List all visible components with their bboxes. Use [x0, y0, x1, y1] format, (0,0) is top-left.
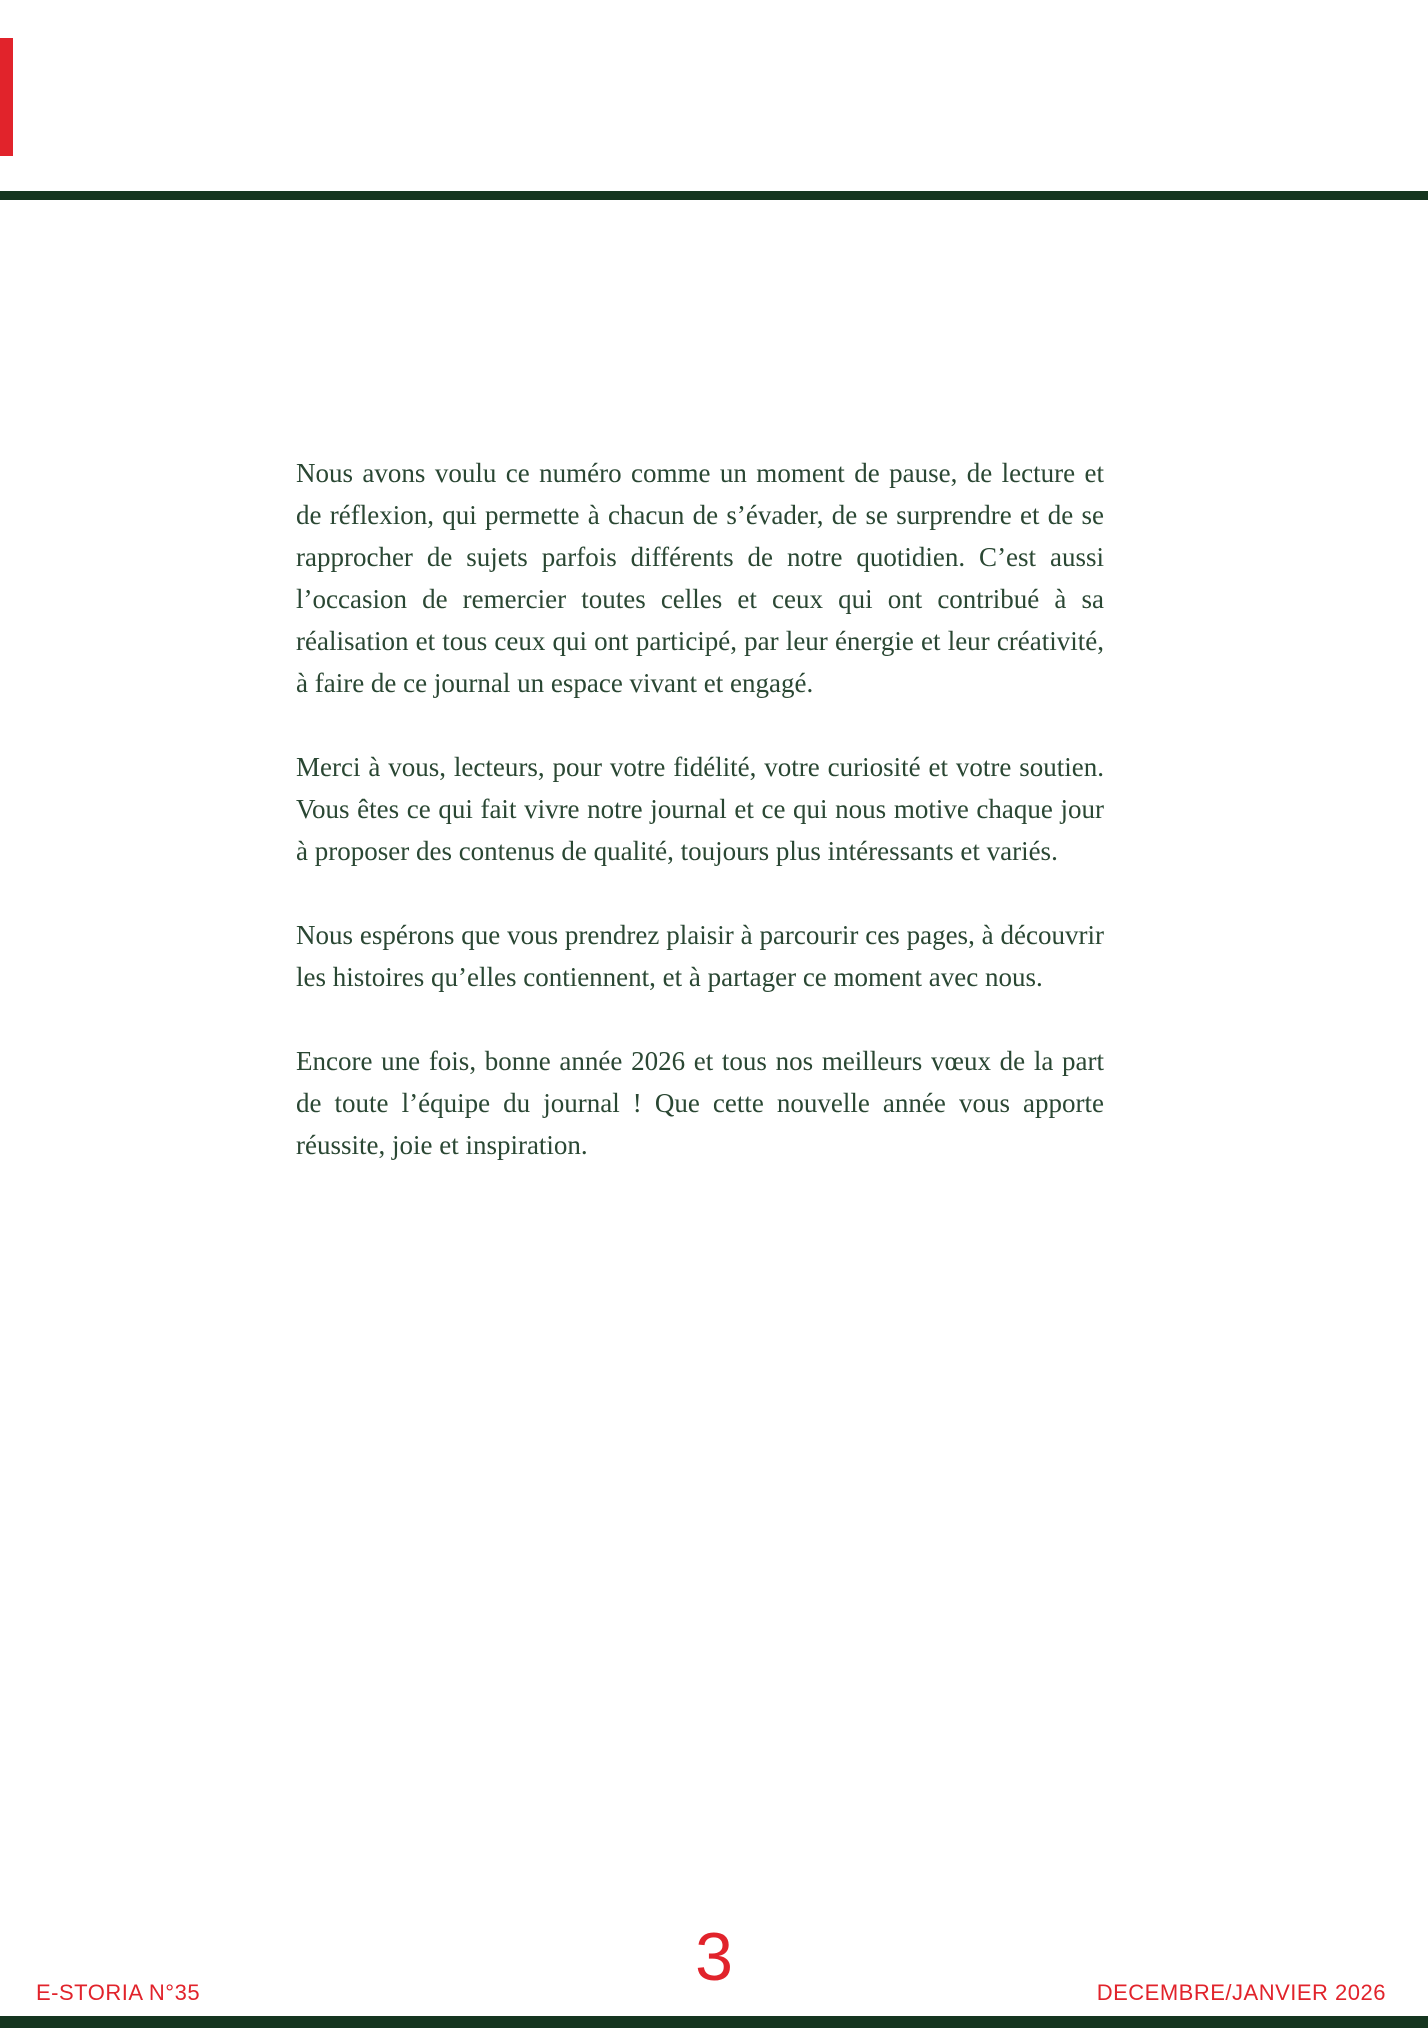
top-horizontal-rule	[0, 191, 1428, 200]
editorial-text-block	[296, 452, 1104, 1208]
bottom-horizontal-rule	[0, 2016, 1428, 2028]
paragraph-4: Encore une fois, bonne année 2026 et tous nos meilleurs vœux de la part de toute l’équipe du journal ! Que cette nouvelle année vous apporte réussite, joie et inspiration.	[296, 1046, 1104, 1160]
paragraph-3: Nous espérons que vous prendrez plaisir à parcourir ces pages, à découvrir les histoires qu’elles contiennent, et à partager ce moment avec nous.	[296, 920, 1104, 992]
red-accent-bar	[0, 38, 13, 156]
paragraph-1: Nous avons voulu ce numéro comme un moment de pause, de lecture et de réflexion, qui permette à chacun de s’évader, de se surprendre et de se rapprocher de sujets parfois différents de notre quotidien. C’est aussi l’occasion de remercier toutes celles et ceux qui ont contribué à sa réalisation et tous ceux qui ont participé, par leur énergie et leur créativité, à faire de ce journal un espace vivant et engagé.	[296, 458, 1104, 698]
issue-date-label: DECEMBRE/JANVIER 2026	[1096, 1980, 1386, 2005]
journal-issue-label: E-STORIA N°35	[36, 1980, 201, 2005]
paragraph-2: Merci à vous, lecteurs, pour votre fidélité, votre curiosité et votre soutien. Vous êtes ce qui fait vivre notre journal et ce qui nous motive chaque jour à proposer des contenus de qualité, toujours plus intéressants et variés.	[296, 752, 1104, 866]
page-number: 3	[695, 1919, 733, 1995]
